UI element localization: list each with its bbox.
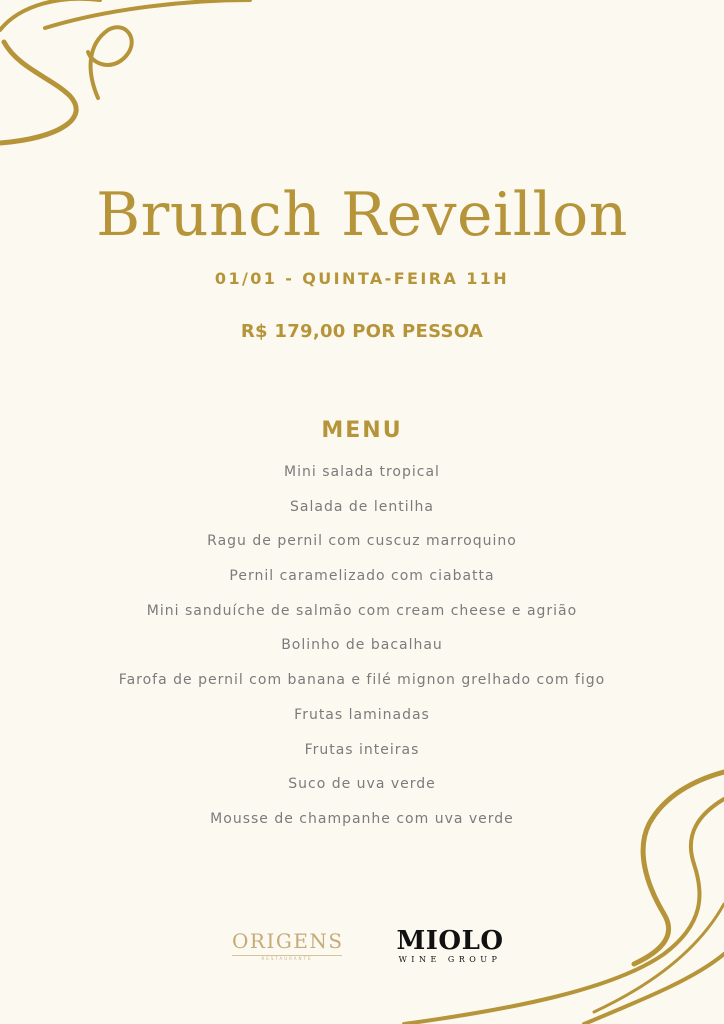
event-price: R$ 179,00 POR PESSOA [240,321,484,342]
miolo-logo-subtitle: WINE GROUP [398,955,502,964]
menu-item: Mousse de champanhe com uva verde [210,810,514,827]
menu-item: Mini salada tropical [284,464,440,480]
menu-item: Suco de uva verde [288,776,436,793]
origens-logo-name: ORIGENS [232,929,344,953]
menu-heading: MENU [321,418,403,443]
gold-swirl-top-left [0,0,260,150]
menu-item: Frutas inteiras [304,741,420,758]
menu-item: Ragu de pernil com cuscuz marroquino [207,533,517,550]
menu-item: Pernil caramelizado com ciabatta [229,568,495,585]
menu-item: Frutas laminadas [294,706,430,723]
menu-item: Mini sanduíche de salmão com cream cheese e agrião [146,602,578,619]
miolo-logo-name: MIOLO [396,926,504,956]
origens-logo-subtitle: RESTAURANTE [261,956,313,961]
event-title: Brunch Reveillon [96,180,628,250]
miolo-logo [388,927,512,965]
event-date: 01/01 - QUINTA-FEIRA 11H [214,269,510,288]
origens-logo [232,930,342,962]
menu-item: Salada de lentilha [290,498,434,515]
menu-list [0,462,724,844]
menu-item: Bolinho de bacalhau [281,637,443,654]
menu-item: Farofa de pernil com banana e filé mignon grelhado com figo [118,672,606,689]
